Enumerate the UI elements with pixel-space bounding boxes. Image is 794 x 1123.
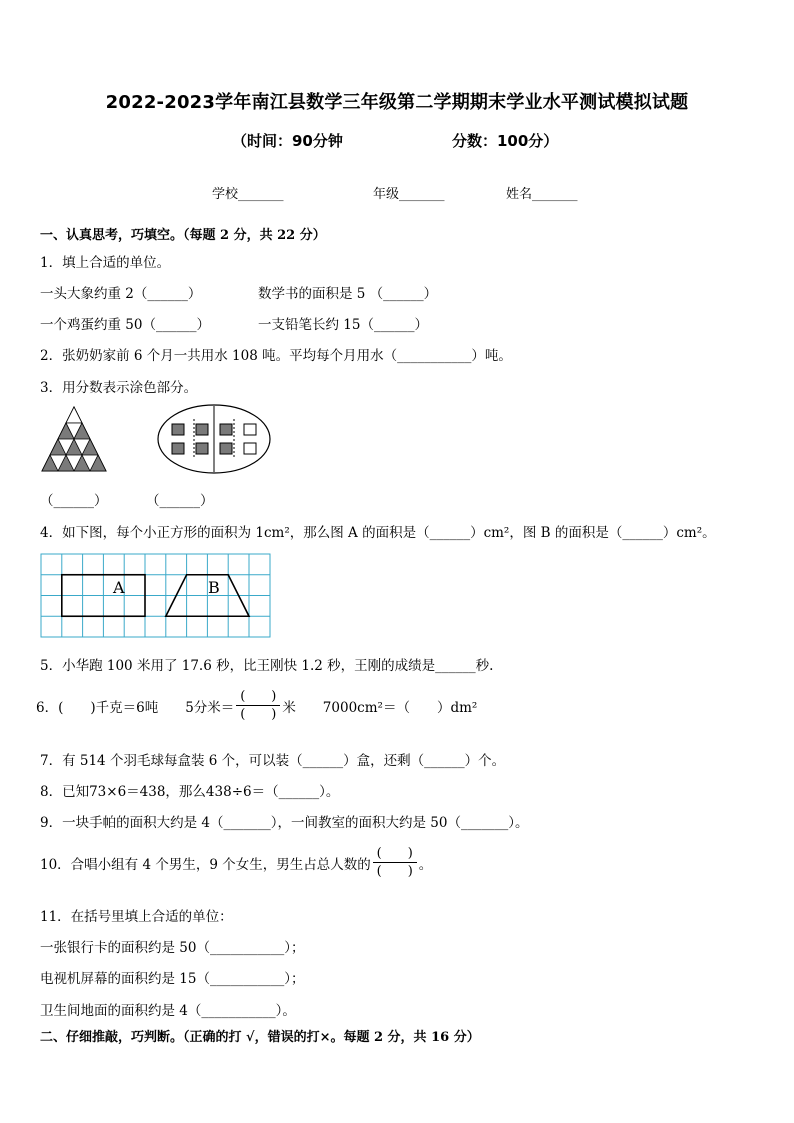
q11-b: 电视机屏幕的面积约是 15（___________）； (40, 971, 305, 987)
grid-figure (40, 553, 272, 639)
q10-end: 。 (418, 856, 433, 873)
square-shaded (220, 424, 232, 435)
q6-part2: 米 7000cm²＝（ ）dm² (282, 699, 478, 716)
q10 (40, 845, 432, 880)
section-2-heading: 二、仔细推敲，巧判断。（正确的打 √，错误的打×。每题 2 分，共 16 分） (40, 1030, 480, 1045)
exam-time: （时间：90分钟 (232, 132, 343, 150)
square-shaded (196, 424, 208, 435)
square-white (244, 424, 256, 435)
ellipse-figure (156, 403, 272, 475)
q3-blank-1: （______） (40, 493, 108, 509)
q1-c: 一个鸡蛋约重 50（______） (40, 317, 210, 333)
q3-stem: 3．用分数表示涂色部分。 (40, 380, 198, 396)
q1-stem: 1．填上合适的单位。 (40, 255, 171, 271)
shape-b-label: B (208, 578, 220, 597)
q2: 2．张奶奶家前 6 个月一共用水 108 吨。平均每个月用水（___________）吨。 (40, 348, 512, 364)
exam-score: 分数：100分） (452, 132, 559, 150)
q1-b: 数学书的面积是 5 （______） (258, 286, 438, 302)
square-shaded (220, 443, 232, 454)
q6-frac-den: ( ) (240, 707, 277, 722)
q5: 5．小华跑 100 米用了 17.6 秒，比王刚快 1.2 秒，王刚的成绩是______秒. (40, 658, 494, 674)
q10-frac-num: ( ) (376, 846, 413, 861)
grade-field: 年级_______ (373, 187, 445, 202)
q11-a: 一张银行卡的面积约是 50（___________）； (40, 940, 305, 956)
q10-fraction (373, 845, 417, 880)
square-white (244, 443, 256, 454)
q6 (36, 688, 477, 723)
q6-part1: 6．( )千克＝6吨 5分米＝ (36, 699, 235, 716)
name-field: 姓名_______ (506, 187, 578, 202)
q11-stem: 11．在括号里填上合适的单位： (40, 909, 233, 925)
q1-d: 一支铅笔长约 15（______） (258, 317, 428, 333)
q3-blank-2: （______） (146, 493, 214, 509)
triangle-figure (40, 405, 108, 473)
section-1-heading: 一、认真思考，巧填空。（每题 2 分，共 22 分） (40, 228, 326, 243)
school-field: 学校_______ (212, 187, 284, 202)
q10-frac-den: ( ) (376, 864, 413, 879)
shape-a-label: A (113, 578, 125, 597)
square-shaded (172, 424, 184, 435)
page-title: 2022-2023学年南江县数学三年级第二学期期末学业水平测试模拟试题 (105, 92, 689, 113)
q9: 9．一块手帕的面积大约是 4（_______），一间教室的面积大约是 50（_______）。 (40, 815, 529, 831)
q11-c: 卫生间地面的面积约是 4（___________）。 (40, 1003, 296, 1019)
q8: 8．已知73×6＝438，那么438÷6＝（______）。 (40, 784, 340, 800)
q1-a: 一头大象约重 2（______） (40, 286, 202, 302)
triangle-piece-white (66, 407, 82, 423)
q10-text: 10．合唱小组有 4 个男生，9 个女生，男生占总人数的 (40, 856, 371, 873)
square-shaded (196, 443, 208, 454)
q7: 7．有 514 个羽毛球每盒装 6 个，可以装（______）盒，还剩（______）个。 (40, 753, 506, 769)
q6-frac-num: ( ) (240, 689, 277, 704)
q6-fraction (236, 688, 280, 723)
square-shaded (172, 443, 184, 454)
q4: 4．如下图，每个小正方形的面积为 1cm²，那么图 A 的面积是（______）cm²，图 B 的面积是（______）cm²。 (40, 525, 716, 541)
